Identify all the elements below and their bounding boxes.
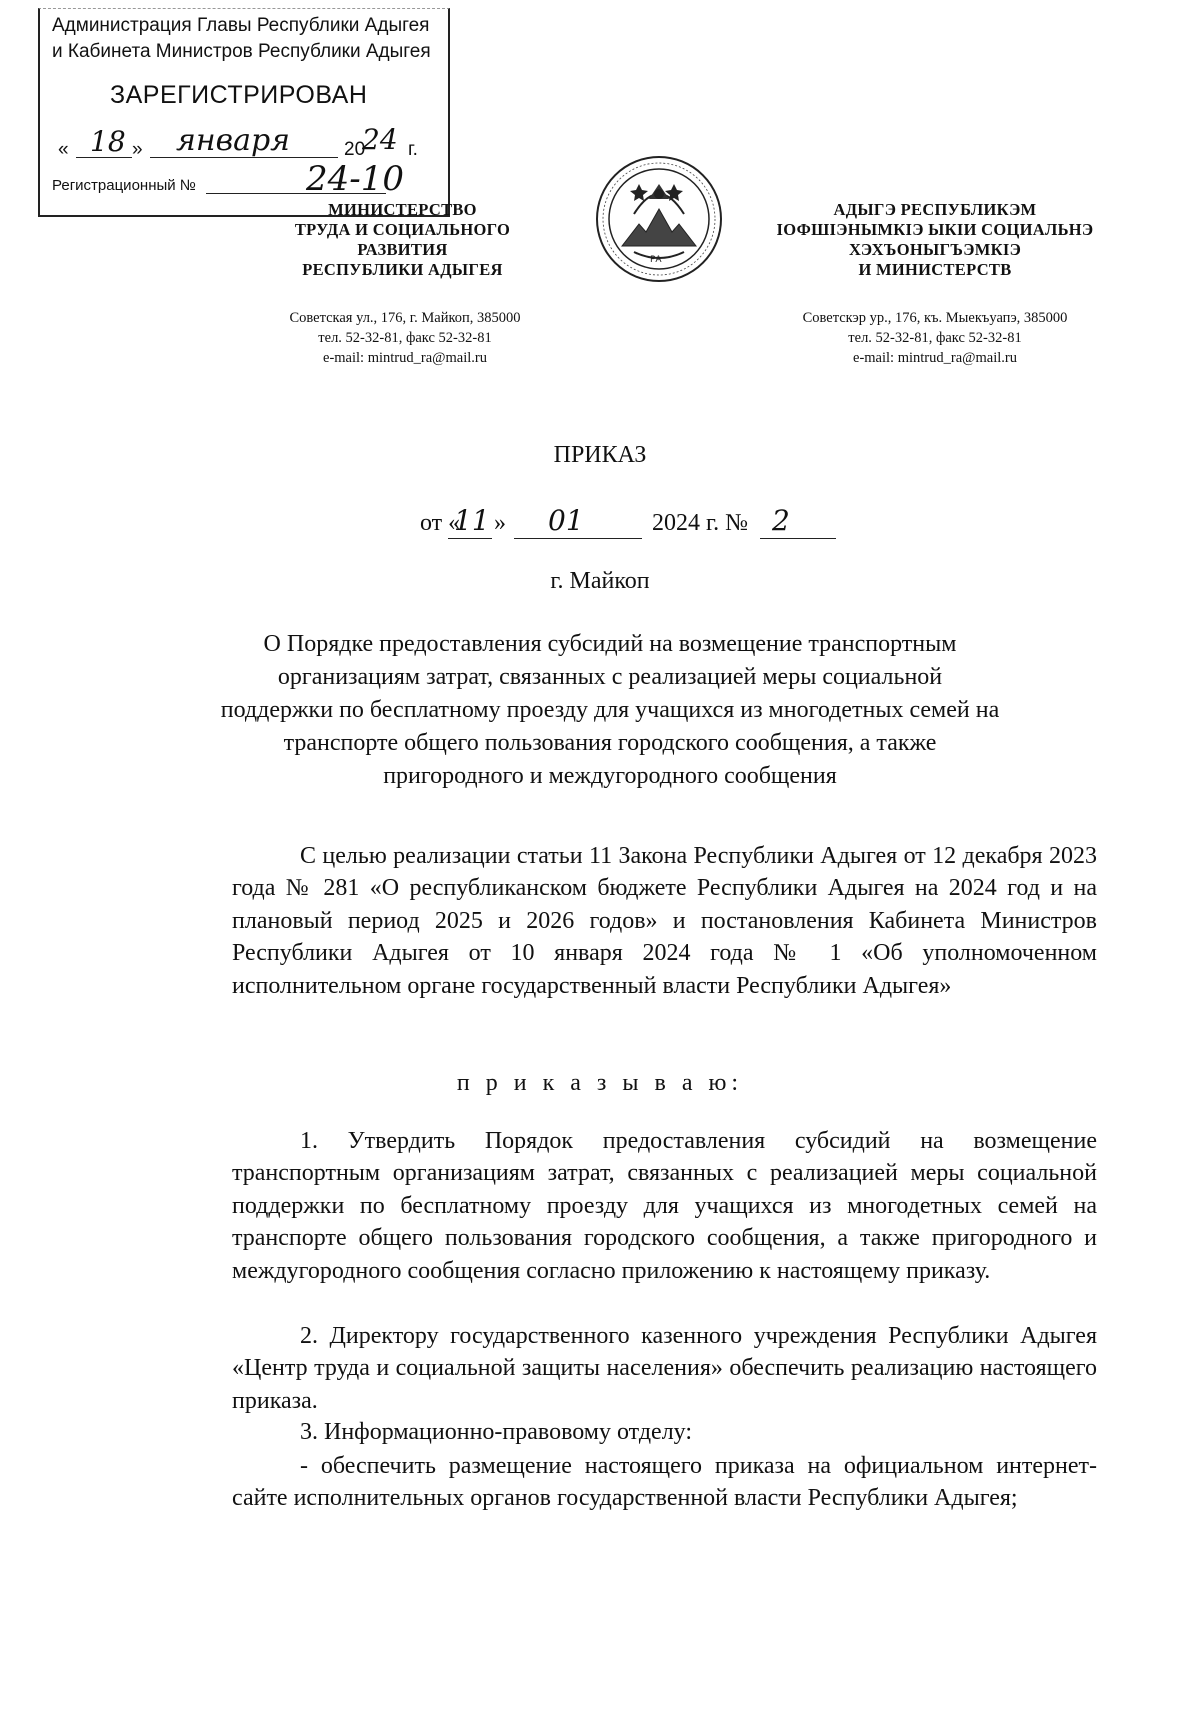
stamp-close-quote: » [132, 139, 143, 160]
decree-word: п р и к а з ы в а ю: [456, 1070, 744, 1096]
org-name-left: МИНИСТЕРСТВО ТРУДА И СОЦИАЛЬНОГО РАЗВИТИЯ РЕСПУБЛИКИ АДЫГЕЯ [294, 200, 511, 279]
stamp-registered: ЗАРЕГИСТРИРОВАН [110, 81, 368, 109]
city: г. Майкоп [550, 568, 650, 594]
stamp-year-prefix: 20 [344, 139, 366, 160]
document-title: ПРИКАЗ [553, 442, 647, 468]
order-month: 01 [548, 504, 584, 537]
org-name-right: АДЫГЭ РЕСПУБЛИКЭМ IОФШIЭНЫМКIЭ ЫКIИ СОЦИАЛЬНЭ ХЭХЪОНЫГЪЭМКIЭ И МИНИСТЕРСТВ [776, 200, 1094, 279]
order-prefix: от « [420, 510, 461, 536]
republic-emblem-icon [594, 154, 724, 284]
stamp-line-2: и Кабинета Министров Республики Адыгея [52, 41, 431, 62]
stamp-line-1: Администрация Главы Республики Адыгея [52, 15, 430, 36]
order-day: 11 [454, 504, 490, 537]
address-left: Советская ул., 176, г. Майкоп, 385000 тел. 52-32-81, факс 52-32-81 e-mail: mintrud_ra@mail.ru [289, 310, 521, 366]
document-subject: О Порядке предоставления субсидий на возмещение транспортным организациям затрат, связанных с реализацией меры социальной поддержки по бесплатному проезду для учащихся из многодетных семей на транспорте общего пользования городского сообщения, а также пригородного и междугородного сообщения [220, 631, 1000, 789]
intro-paragraph: С целью реализации статьи 11 Закона Республики Адыгея от 12 декабря 2023 года № 281 «О республиканском бюджете Республики Адыгея на 2024 год и на плановый период 2025 и 2026 годов» и постановления Кабинета Министров Республики Адыгея от 10 января 2024 года № 1 «Об уполномоченном исполнительном органе государственный власти Республики Адыгея» [232, 843, 1097, 999]
stamp-open-quote: « [58, 139, 69, 160]
item-3: 3. Информационно-правовому отделу: [300, 1419, 693, 1445]
order-mid: » [494, 510, 506, 536]
stamp-day: 18 [90, 125, 126, 158]
address-right: Советскэр ур., 176, къ. Мыекъуапэ, 385000 тел. 52-32-81, факс 52-32-81 e-mail: mintrud_ra@mail.ru [802, 310, 1068, 366]
stamp-year-mark: г. [408, 139, 418, 160]
stamp-reg-number: 24-10 [306, 159, 405, 199]
svg-text:РА: РА [650, 255, 662, 265]
order-date-line [420, 504, 920, 546]
stamp-year-suffix: 24 [362, 123, 398, 156]
registration-stamp [38, 8, 450, 217]
order-number: 2 [772, 504, 790, 537]
order-year: 2024 г. № [652, 510, 749, 536]
stamp-month: января [176, 123, 291, 158]
item-3-sub: - обеспечить размещение настоящего приказа на официальном интернет-сайте исполнительных органов государственной власти Республики Адыгея; [232, 1453, 1097, 1512]
stamp-reg-label: Регистрационный № [52, 177, 196, 194]
item-2: 2. Директору государственного казенного учреждения Республики Адыгея «Центр труда и социальной защиты населения» обеспечить реализацию настоящего приказа. [232, 1323, 1097, 1414]
item-1: 1. Утвердить Порядок предоставления субсидий на возмещение транспортным организациям затрат, связанных с реализацией меры социальной поддержки по бесплатному проезду для учащихся из многодетных семей на транспорте общего пользования городского сообщения, а также пригородного и междугородного сообщения согласно приложению к настоящему приказу. [232, 1128, 1097, 1284]
